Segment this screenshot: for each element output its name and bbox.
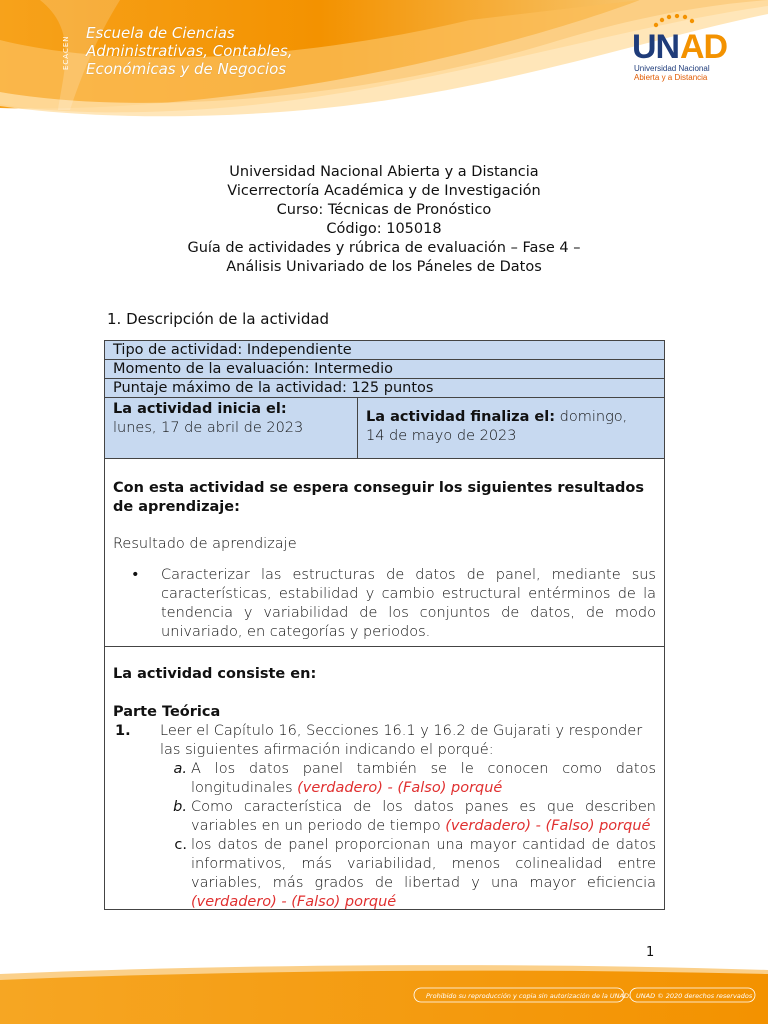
title-line5: Guía de actividades y rúbrica de evaluación – Fase 4 –	[187, 240, 581, 256]
school-name-line1: Escuela de Ciencias	[86, 24, 235, 42]
end-date-weekday: domingo,	[555, 409, 628, 425]
subitem-a	[163, 760, 656, 798]
true-false-prompt: (verdadero) - (Falso) porqué	[191, 894, 397, 910]
school-name	[86, 24, 293, 78]
outcomes-label: Resultado de aprendizaje	[113, 536, 297, 552]
outcomes-intro: Con esta actividad se espera conseguir los siguientes resultados de aprendizaje:	[113, 480, 644, 515]
subitem-b	[163, 798, 656, 836]
start-date-cell	[105, 398, 358, 459]
title-line3: Curso: Técnicas de Pronóstico	[276, 202, 492, 218]
numbered-item	[113, 722, 656, 760]
subitem-text: A los datos panel también se le conocen como datos longitudinales	[191, 761, 656, 796]
title-line1: Universidad Nacional Abierta y a Distancia	[229, 164, 539, 180]
outcome-bullet	[113, 566, 656, 642]
end-date-cell	[358, 398, 665, 459]
title-line4: Código: 105018	[326, 221, 442, 237]
learning-outcomes-box	[104, 459, 665, 647]
document-title	[0, 163, 768, 277]
true-false-prompt: (verdadero) - (Falso) porqué	[297, 780, 503, 796]
activity-heading: La actividad consiste en:	[113, 666, 317, 682]
subitem-text: los datos de panel proporcionan una mayor cantidad de datos informativos, más variabilidad, menos colinealidad entre variables, más grados de libertad y una mayor eficiencia	[191, 837, 656, 891]
logo-subtitle	[634, 64, 754, 82]
footer-notice: Prohibido su reproducción y copia sin autorización de la UNAD.	[426, 992, 632, 1000]
subitem-letter: b.	[173, 799, 187, 815]
item-number: 1.	[115, 723, 131, 739]
max-score: Puntaje máximo de la actividad: 125 puntos	[105, 379, 665, 398]
activity-info-table	[104, 340, 665, 459]
evaluation-moment: Momento de la evaluación: Intermedio	[105, 360, 665, 379]
start-date-label: La actividad inicia el:	[113, 401, 287, 417]
true-false-prompt: (verdadero) - (Falso) porqué	[445, 818, 651, 834]
school-name-line2: Administrativas, Contables,	[86, 42, 293, 60]
activity-part: Parte Teórica	[113, 704, 221, 720]
logo-subtitle-line2: Abierta y a Distancia	[634, 73, 708, 82]
item-text: Leer el Capítulo 16, Secciones 16.1 y 16.2 de Gujarati y responder las siguientes afirmación indicando el porqué:	[160, 723, 643, 758]
page-number: 1	[646, 945, 655, 960]
start-date-value: lunes, 17 de abril de 2023	[113, 420, 304, 436]
svg-text:UN: UN	[632, 28, 680, 66]
logo-subtitle-line1: Universidad Nacional	[634, 64, 710, 73]
section-heading: 1. Descripción de la actividad	[107, 310, 330, 328]
school-acronym: ECACEN	[62, 35, 70, 70]
school-name-line3: Económicas y de Negocios	[86, 60, 287, 78]
outcome-text: Caracterizar las estructuras de datos de panel, mediante sus características, estabilidad y cambio estructural entérminos de la tendencia y variabilidad de los conjuntos de datos, de modo univariado, en categorías y periodos.	[161, 567, 656, 640]
subitem-c	[163, 836, 656, 912]
activity-type: Tipo de actividad: Independiente	[105, 341, 665, 360]
title-line2: Vicerrectoría Académica y de Investigación	[227, 183, 541, 199]
subitem-text: Como característica de los datos panes es que describen variables en un periodo de tiempo	[191, 799, 656, 834]
end-date-value: 14 de mayo de 2023	[366, 428, 517, 444]
svg-text:AD: AD	[680, 28, 728, 66]
activity-description-box	[104, 646, 665, 910]
subitem-letter: c.	[174, 837, 187, 853]
subitem-letter: a.	[173, 761, 187, 777]
bullet-dot: •	[131, 567, 140, 583]
footer-copyright: UNAD © 2020 derechos reservados	[636, 992, 753, 1000]
end-date-label: La actividad finaliza el:	[366, 409, 556, 425]
title-line6: Análisis Univariado de los Páneles de Datos	[226, 259, 542, 275]
